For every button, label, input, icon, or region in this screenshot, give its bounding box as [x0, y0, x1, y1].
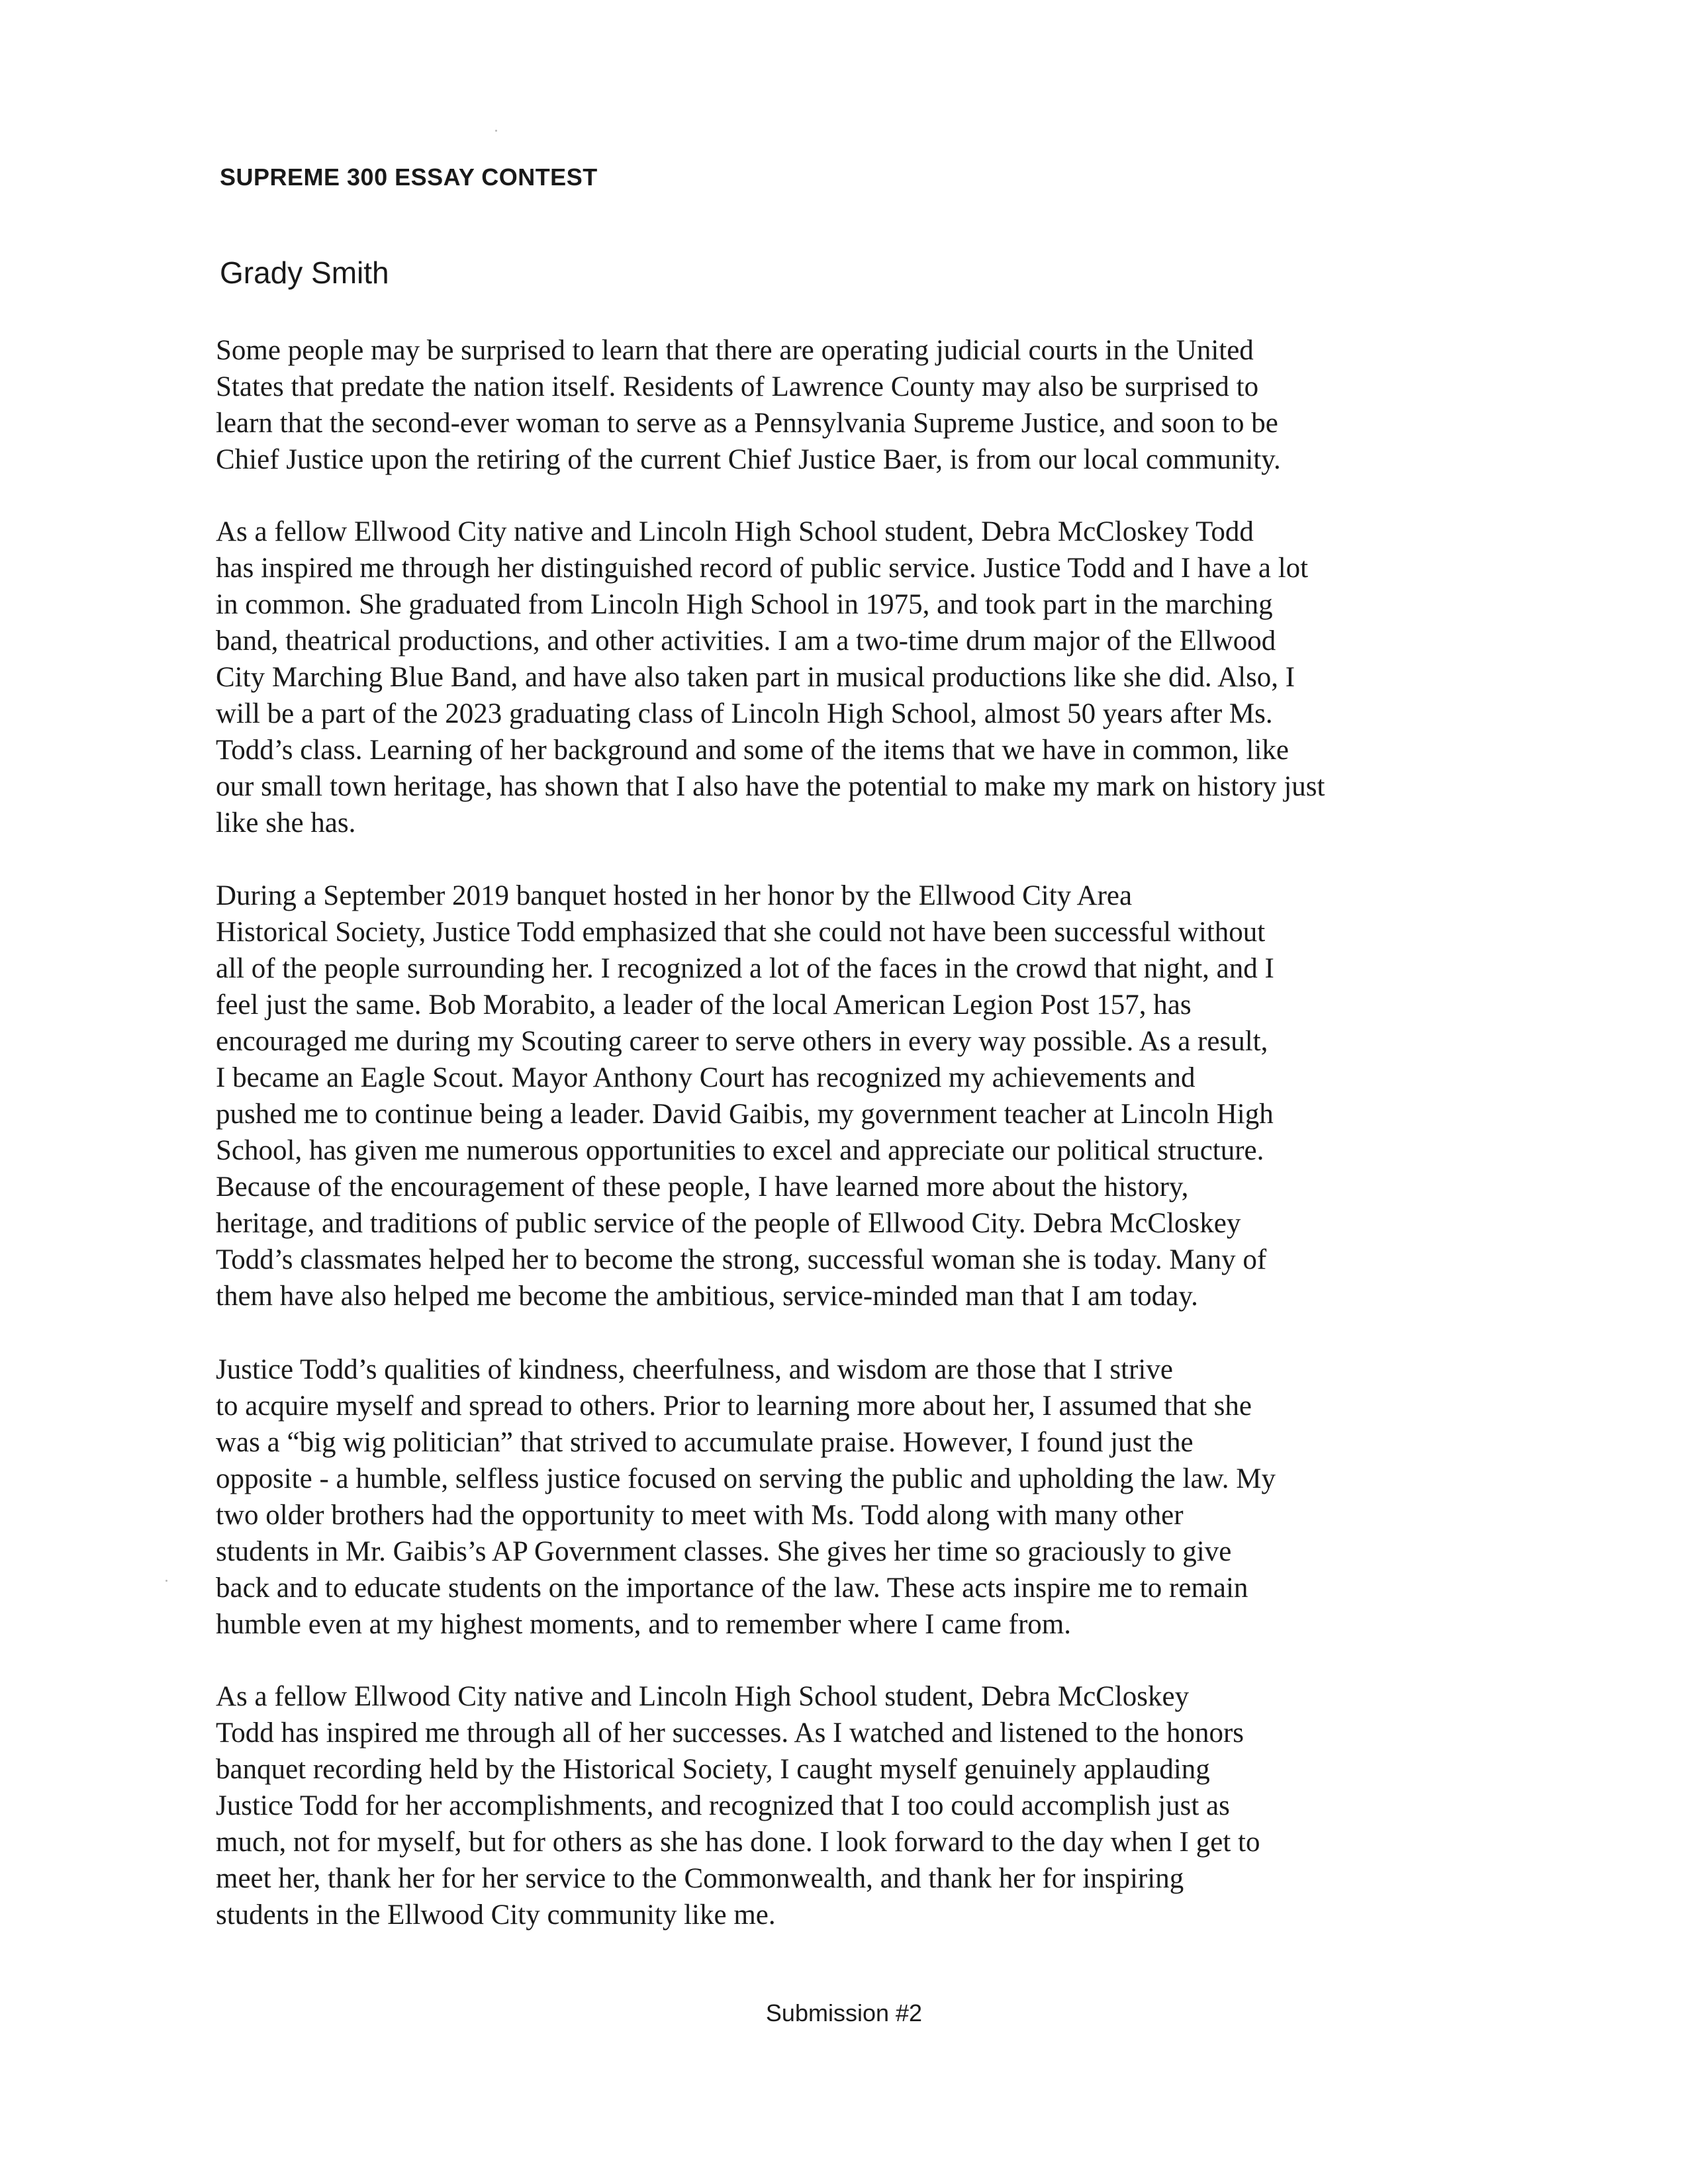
- paragraph-line: Todd has inspired me through all of her successes. As I watched and listened to the honors: [216, 1717, 1244, 1749]
- paragraph-line: States that predate the nation itself. Residents of Lawrence County may also be surprised to: [216, 371, 1259, 402]
- paragraph-line: much, not for myself, but for others as she has done. I look forward to the day when I get to: [216, 1827, 1260, 1858]
- paragraph-line: heritage, and traditions of public service of the people of Ellwood City. Debra McCloskey: [216, 1208, 1241, 1239]
- paragraph-line: Todd’s class. Learning of her background and some of the items that we have in common, like: [216, 735, 1289, 766]
- scan-speck: [165, 1580, 167, 1582]
- essay-paragraph-1: [216, 332, 1281, 478]
- essay-paragraph-4: [216, 1351, 1276, 1643]
- paragraph-line: like she has.: [216, 807, 356, 839]
- paragraph-line: band, theatrical productions, and other activities. I am a two-time drum major of the Ellwood: [216, 625, 1276, 657]
- paragraph-line: students in Mr. Gaibis’s AP Government classes. She gives her time so graciously to give: [216, 1536, 1232, 1567]
- paragraph-line: to acquire myself and spread to others. Prior to learning more about her, I assumed that she: [216, 1390, 1252, 1422]
- paragraph-line: back and to educate students on the importance of the law. These acts inspire me to remain: [216, 1572, 1248, 1604]
- scan-speck: [495, 130, 497, 132]
- paragraph-line: City Marching Blue Band, and have also taken part in musical productions like she did. Also, I: [216, 662, 1295, 693]
- paragraph-line: Justice Todd’s qualities of kindness, cheerfulness, and wisdom are those that I strive: [216, 1354, 1173, 1385]
- paragraph-line: meet her, thank her for her service to the Commonwealth, and thank her for inspiring: [216, 1863, 1184, 1894]
- essay-paragraph-2: [216, 514, 1325, 841]
- paragraph-line: I became an Eagle Scout. Mayor Anthony Court has recognized my achievements and: [216, 1062, 1196, 1093]
- paragraph-line: feel just the same. Bob Morabito, a leader of the local American Legion Post 157, has: [216, 989, 1192, 1021]
- paragraph-line: opposite - a humble, selfless justice focused on serving the public and upholding the law. My: [216, 1463, 1276, 1494]
- paragraph-line: humble even at my highest moments, and to remember where I came from.: [216, 1609, 1071, 1640]
- paragraph-line: two older brothers had the opportunity to meet with Ms. Todd along with many other: [216, 1500, 1184, 1531]
- paragraph-line: School, has given me numerous opportunities to excel and appreciate our political structure.: [216, 1135, 1264, 1166]
- paragraph-line: Todd’s classmates helped her to become the strong, successful woman she is today. Many of: [216, 1244, 1267, 1275]
- paragraph-line: encouraged me during my Scouting career to serve others in every way possible. As a result,: [216, 1026, 1268, 1057]
- paragraph-line: banquet recording held by the Historical Society, I caught myself genuinely applauding: [216, 1754, 1210, 1785]
- submission-label: Submission #2: [765, 1999, 923, 2026]
- contest-heading: SUPREME 300 ESSAY CONTEST: [220, 163, 598, 191]
- paragraph-line: was a “big wig politician” that strived to accumulate praise. However, I found just the: [216, 1427, 1194, 1458]
- paragraph-line: Because of the encouragement of these people, I have learned more about the history,: [216, 1171, 1189, 1203]
- paragraph-line: in common. She graduated from Lincoln High School in 1975, and took part in the marching: [216, 589, 1273, 620]
- paragraph-line: Some people may be surprised to learn that there are operating judicial courts in the United: [216, 335, 1254, 366]
- paragraph-line: Historical Society, Justice Todd emphasized that she could not have been successful without: [216, 917, 1266, 948]
- paragraph-line: will be a part of the 2023 graduating class of Lincoln High School, almost 50 years after Ms.: [216, 698, 1273, 729]
- author-name: Grady Smith: [220, 255, 389, 290]
- paragraph-line: Justice Todd for her accomplishments, and recognized that I too could accomplish just as: [216, 1790, 1230, 1821]
- paragraph-line: them have also helped me become the ambitious, service-minded man that I am today.: [216, 1281, 1198, 1312]
- paragraph-line: students in the Ellwood City community like me.: [216, 1899, 776, 1931]
- essay-paragraph-5: [216, 1678, 1260, 1933]
- paragraph-line: learn that the second-ever woman to serve as a Pennsylvania Supreme Justice, and soon to be: [216, 408, 1278, 439]
- paragraph-line: has inspired me through her distinguished record of public service. Justice Todd and I have a lot: [216, 553, 1309, 584]
- paragraph-line: As a fellow Ellwood City native and Lincoln High School student, Debra McCloskey Todd: [216, 516, 1254, 547]
- paragraph-line: our small town heritage, has shown that I also have the potential to make my mark on history just: [216, 771, 1325, 802]
- paragraph-line: During a September 2019 banquet hosted in her honor by the Ellwood City Area: [216, 880, 1133, 911]
- paragraph-line: pushed me to continue being a leader. David Gaibis, my government teacher at Lincoln High: [216, 1099, 1274, 1130]
- essay-paragraph-3: [216, 878, 1274, 1314]
- paragraph-line: Chief Justice upon the retiring of the current Chief Justice Baer, is from our local community.: [216, 444, 1281, 475]
- paragraph-line: As a fellow Ellwood City native and Lincoln High School student, Debra McCloskey: [216, 1681, 1190, 1712]
- paragraph-line: all of the people surrounding her. I recognized a lot of the faces in the crowd that night, and I: [216, 953, 1274, 984]
